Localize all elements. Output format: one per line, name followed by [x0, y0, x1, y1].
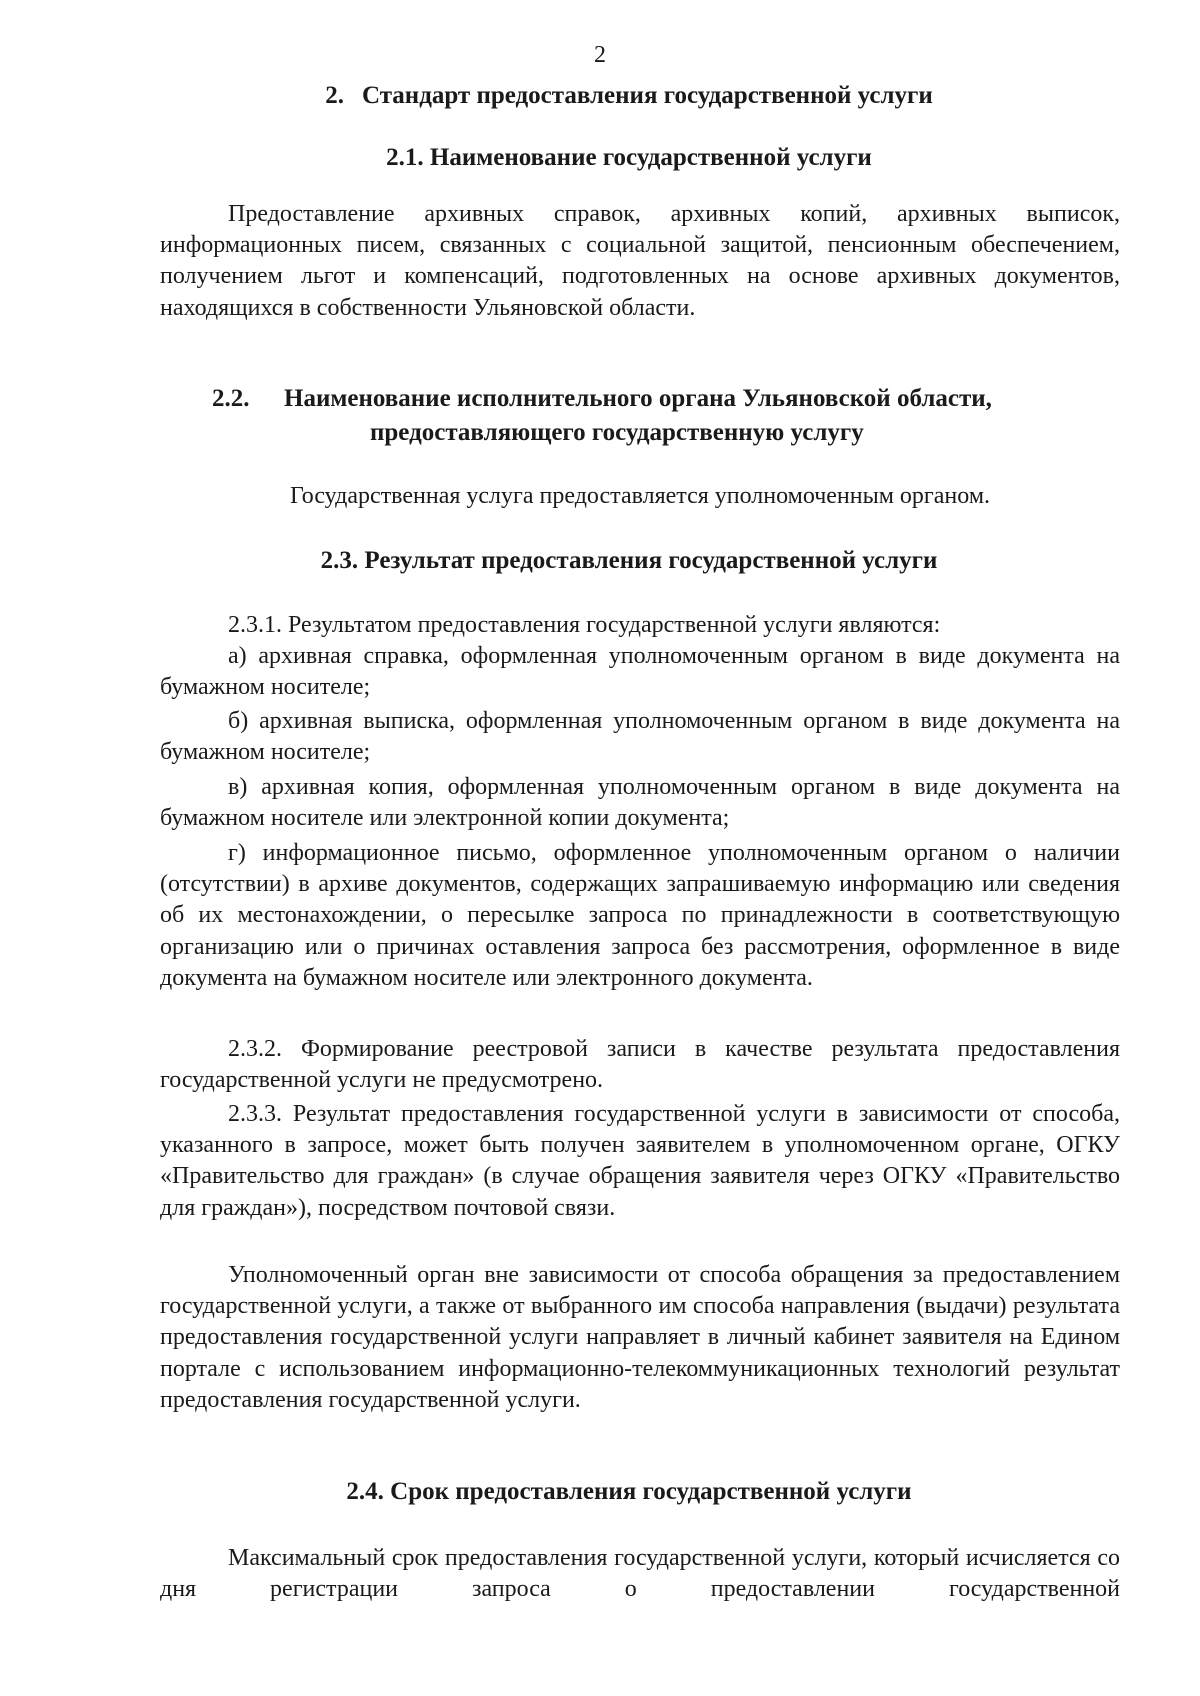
section-2-2-title-line2: предоставляющего государственную услугу	[370, 419, 864, 446]
section-2-3-3-text: 2.3.3. Результат предоставления государственной услуги в зависимости от способа, указанного в запросе, может быть получен заявителем в уполномоченном органе, ОГКУ «Правительство для граждан» (в случае обращения заявителя через ОГКУ «Правительство для граждан»), посредством почтовой связи.	[160, 1101, 1120, 1221]
section-2-number: 2.	[325, 82, 344, 109]
section-2-heading	[150, 80, 1108, 112]
authority-paragraph: Уполномоченный орган вне зависимости от способа обращения за предоставлением государственной услуги, а также от выбранного им способа направления (выдачи) результата предоставления государственной услуги направляет в личный кабинет заявителя на Едином портале с использованием информационно-телекоммуникационных технологий результат предоставления государственной услуги.	[160, 1262, 1120, 1413]
list-item-a: а) архивная справка, оформленная уполномоченным органом в виде документа на бумажном носителе;	[160, 643, 1120, 701]
list-item-b: б) архивная выписка, оформленная уполномоченным органом в виде документа на бумажном носителе;	[160, 708, 1120, 766]
section-2-3-heading: 2.3. Результат предоставления государственной услуги	[320, 547, 938, 574]
section-2-2-text: Государственная услуга предоставляется уполномоченным органом.	[289, 483, 991, 509]
section-2-3-2-text: 2.3.2. Формирование реестровой записи в качестве результата предоставления государственной услуги не предусмотрено.	[160, 1036, 1120, 1094]
section-2-1-heading: 2.1. Наименование государственной услуги	[386, 144, 872, 171]
section-2-4-text: Максимальный срок предоставления государственной услуги, который исчисляется со дня регистрации запроса о предоставлении государственной	[160, 1545, 1120, 1603]
section-2-1-text: Предоставление архивных справок, архивных копий, архивных выписок, информационных писем, связанных с социальной защитой, пенсионным обеспечением, получением льгот и компенсаций, подготовленных на основе архивных документов, находящихся в собственности Ульяновской области.	[160, 201, 1120, 321]
page-number: 2	[594, 42, 606, 68]
section-2-4-heading: 2.4. Срок предоставления государственной услуги	[346, 1478, 912, 1505]
list-item-v: в) архивная копия, оформленная уполномоченным органом в виде документа на бумажном носителе или электронной копии документа;	[160, 774, 1120, 832]
section-2-2-title-line1: Наименование исполнительного органа Ульяновской области,	[284, 385, 992, 412]
section-2-2-number: 2.2.	[212, 385, 250, 412]
section-2-title: Стандарт предоставления государственной услуги	[361, 82, 933, 109]
section-2-3-1-text: 2.3.1. Результатом предоставления государственной услуги являются:	[228, 612, 941, 638]
list-item-g: г) информационное письмо, оформленное уполномоченным органом о наличии (отсутствии) в архиве документов, содержащих запрашиваемую информацию или сведения об их местонахождении, о пересылке запроса по принадлежности в соответствующую организацию или о причинах оставления запроса без рассмотрения, оформленное в виде документа на бумажном носителе или электронного документа.	[160, 840, 1120, 991]
